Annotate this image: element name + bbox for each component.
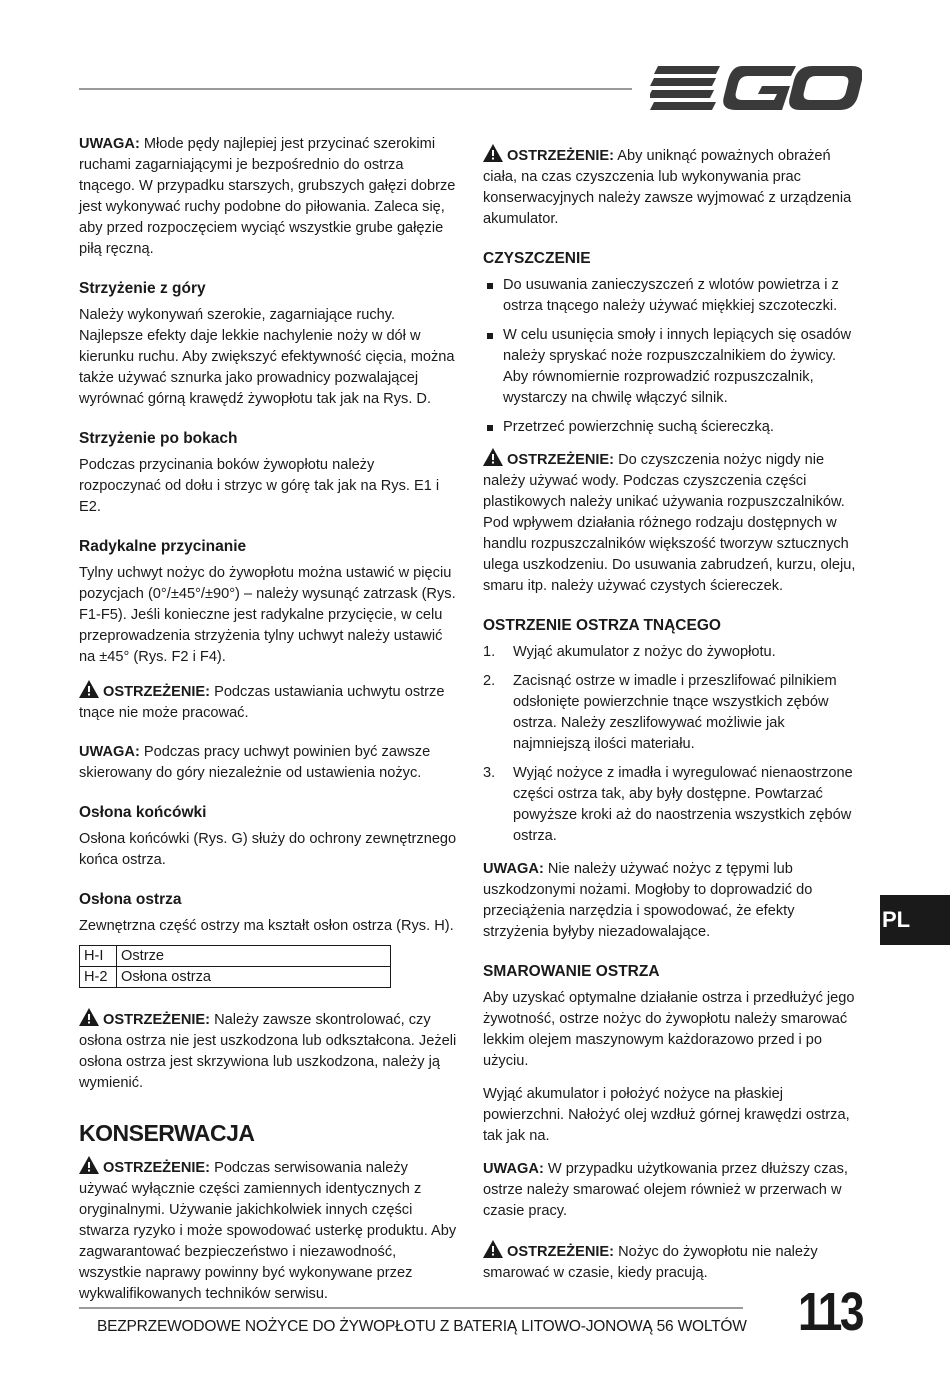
note-label: UWAGA: (483, 861, 544, 877)
note-label: UWAGA: (79, 744, 140, 760)
heading-lubrication: SMAROWANIE OSTRZA (483, 963, 660, 980)
paragraph-lubrication-1: Aby uzyskać optymalne działanie ostrza i przedłużyć jego żywotność, ostrze nożyc do żywopłotu należy smarować lekkim olejem maszynowym każdorazowo przed i po użyciu. (483, 990, 855, 1069)
warning-label: OSTRZEŻENIE: (507, 1244, 615, 1260)
step-text: Zacisnąć ostrze w imadle i przeszlifować pilnikiem odsłonięte powierzchnie tnące wszystkich zębów ostrza. Należy zeszlifowywać możliwie jak najmniejszą ilości materiału. (513, 673, 837, 752)
step-text: Wyjąć akumulator z nożyc do żywopłotu. (513, 644, 776, 660)
paragraph-blade-guard: Zewnętrzna część ostrzy ma kształt osłon ostrza (Rys. H). (79, 918, 454, 934)
warning-remove-battery (483, 144, 863, 230)
heading-tip-guard: Osłona końcówki (79, 804, 207, 821)
legend-key: H-2 (80, 967, 117, 988)
note-text: Młode pędy najlepiej jest przycinać szerokimi ruchami zagarniającymi je bezpośrednio do ostrza tnącego. W przypadku starszych, grubszych gałęzi dobrze jest wykonywać ruchy podobne do piłowania. Zaleca się, aby przed rozpoczęciem wyciąć wszystkie grube gałęzie piłą ręczną. (79, 136, 456, 257)
list-item: Do usuwania zanieczyszczeń z wlotów powietrza i z ostrza tnącego należy używać miękkiej szczoteczki. (483, 275, 863, 317)
ego-logo (650, 64, 862, 112)
list-item: W celu usunięcia smoły i innych lepiących się osadów należy spryskać noże rozpuszczalnikiem do żywicy. Aby równomiernie rozprowadzić rozpuszczalnik, wystarczy na chwilę włączyć silnik. (483, 325, 863, 409)
warning-label: OSTRZEŻENIE: (507, 452, 615, 468)
warning-triangle-icon (79, 680, 99, 698)
cleaning-list (483, 275, 863, 438)
warning-triangle-icon (483, 144, 503, 162)
list-item (483, 763, 863, 847)
heading-maintenance: KONSERWACJA (79, 1120, 255, 1146)
note-label: UWAGA: (79, 136, 140, 152)
warning-handle-adjust (79, 680, 457, 724)
sharpening-steps (483, 642, 863, 847)
warning-label: OSTRZEŻENIE: (103, 684, 211, 700)
footer-rule (79, 1307, 743, 1309)
legend-table (79, 945, 391, 988)
list-item: Przetrzeć powierzchnię suchą ściereczką. (483, 417, 863, 438)
step-number: 2. (483, 673, 496, 689)
warning-no-water (483, 448, 863, 597)
note-young-shoots (79, 134, 457, 260)
step-number: 3. (483, 765, 496, 781)
warning-text: Aby uniknąć poważnych obrażeń ciała, na czas czyszczenia lub wykonywania prac konserwacyjnych należy zawsze wyjmować z urządzenia akumulator. (483, 148, 852, 227)
note-long-use (483, 1159, 863, 1222)
language-tab: PL (880, 895, 950, 945)
step-text: Wyjąć nożyce z imadła i wyregulować nienaostrzone części ostrza tak, aby były dostępne. Powtarzać powyższe kroki aż do naostrzenia wszystkich zębów ostrza. (513, 765, 853, 844)
warning-text: Podczas ustawiania uchwytu ostrze tnące nie może pracować. (79, 684, 445, 721)
paragraph-top-trimming: Należy wykonywań szerokie, zagarniające ruchy. Najlepsze efekty daje lekkie nachylenie noży w dół w kierunku ruchu. Aby zwiększyć efektywność cięcia, można także używać sznurka jako prowadnicy pozwalającej wyrównać górną krawędź żywopłotu tak jak na Rys. D. (79, 307, 455, 407)
header-rule (79, 88, 632, 90)
footer-title: BEZPRZEWODOWE NOŻYCE DO ŻYWOPŁOTU Z BATERIĄ LITOWO-JONOWĄ 56 WOLTÓW (97, 1318, 747, 1335)
warning-text: Nożyc do żywopłotu nie należy smarować w czasie, kiedy pracują. (483, 1244, 818, 1281)
paragraph-tip-guard: Osłona końcówki (Rys. G) służy do ochrony zewnętrznego końca ostrza. (79, 831, 457, 868)
heading-cleaning: CZYSZCZENIE (483, 250, 591, 267)
paragraph-lubrication-2: Wyjąć akumulator i położyć nożyce na płaskiej powierzchni. Nałożyć olej wzdłuż górnej krawędzi ostrza, tak jak na. (483, 1086, 850, 1144)
warning-triangle-icon (79, 1008, 99, 1026)
heading-side-trimming: Strzyżenie po bokach (79, 430, 238, 447)
note-handle-up (79, 742, 457, 784)
warning-text: Podczas serwisowania należy używać wyłącznie części zamiennych identycznych z oryginalnymi. Używanie jakichkolwiek innych części stwarza ryzyko i może spowodować usterkę produktu. Aby zagwarantować bezpieczeństwo i niezawodność, wszystkie naprawy powinny być wykonywane przez wykwalifikowanych techników serwisu. (79, 1160, 457, 1302)
warning-service-parts (79, 1156, 457, 1305)
warning-triangle-icon (483, 448, 503, 466)
list-item (483, 642, 863, 663)
paragraph-side-trimming: Podczas przycinania boków żywopłotu należy rozpoczynać od dołu i strzyc w górę tak jak na Rys. E1 i E2. (79, 457, 440, 515)
heading-radical-cutting: Radykalne przycinanie (79, 538, 247, 555)
note-text: W przypadku użytkowania przez dłuższy czas, ostrze należy smarować olejem również w przerwach w czasie pracy. (483, 1161, 848, 1219)
warning-label: OSTRZEŻENIE: (103, 1012, 211, 1028)
legend-value: Osłona ostrza (117, 967, 391, 988)
warning-label: OSTRZEŻENIE: (103, 1160, 211, 1176)
left-column (79, 134, 457, 1317)
warning-triangle-icon (483, 1240, 503, 1258)
page-number: 113 (798, 1282, 863, 1342)
legend-key: H-I (80, 946, 117, 967)
warning-guard-check (79, 1008, 457, 1094)
heading-blade-guard: Osłona ostrza (79, 891, 182, 908)
paragraph-radical-cutting: Tylny uchwyt nożyc do żywopłotu można ustawić w pięciu pozycjach (0°/±45°/±90°) – należy wysunąć zatrzask (Rys. F1-F5). Jeśli konieczne jest radykalne przycięcie, w celu przeprowadzenia strzyżenia tylny uchwyt należy ustawić na ±45° (Rys. F2 i F4). (79, 565, 456, 665)
note-text: Podczas pracy uchwyt powinien być zawsze skierowany do góry niezależnie od ustawienia nożyc. (79, 744, 431, 781)
warning-triangle-icon (79, 1156, 99, 1174)
warning-label: OSTRZEŻENIE: (507, 148, 615, 164)
legend-value: Ostrze (117, 946, 391, 967)
warning-text: Do czyszczenia nożyc nigdy nie należy używać wody. Podczas czyszczenia części plastikowych należy unikać używania rozpuszczalników. Pod wpływem działania różnego rodzaju dostępnych w handlu rozpuszczalników większość tworzyw sztucznych ulega uszkodzeniu. Do usuwania zabrudzeń, kurzu, oleju, smaru itp. należy używać czystych ściereczek. (483, 452, 856, 594)
table-row (80, 967, 391, 988)
note-dull-blades (483, 859, 863, 943)
warning-text: Należy zawsze skontrolować, czy osłona ostrza nie jest uszkodzona lub odkształcona. Jeżeli osłona ostrza jest skrzywiona lub uszkodzona, należy ją wymienić. (79, 1012, 457, 1091)
heading-top-trimming: Strzyżenie z góry (79, 280, 206, 297)
warning-no-lube-running (483, 1240, 863, 1284)
list-item (483, 671, 863, 755)
heading-sharpening: OSTRZENIE OSTRZA TNĄCEGO (483, 617, 721, 634)
right-column (483, 144, 863, 1296)
note-label: UWAGA: (483, 1161, 544, 1177)
table-row (80, 946, 391, 967)
step-number: 1. (483, 644, 496, 660)
note-text: Nie należy używać nożyc z tępymi lub uszkodzonymi nożami. Mogłoby to doprowadzić do przeciążenia narzędzia i spowodować, że efekty strzyżenia byłyby niezadowalające. (483, 861, 813, 940)
